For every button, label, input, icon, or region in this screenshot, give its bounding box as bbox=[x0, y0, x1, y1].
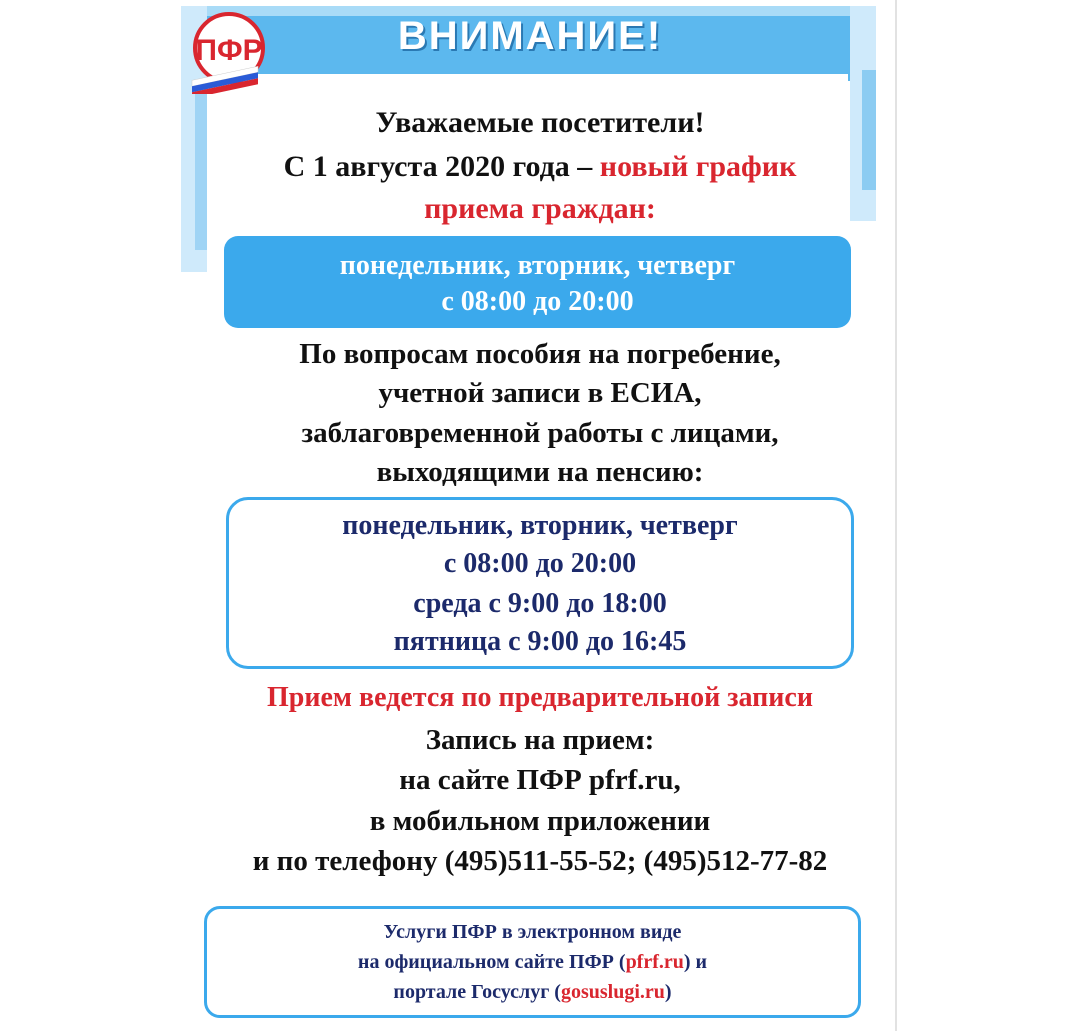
main-schedule-box bbox=[224, 236, 851, 328]
online-services-line: Услуги ПФР в электронном виде bbox=[383, 921, 682, 943]
logo-text: ПФР bbox=[195, 34, 263, 67]
questions-line: заблаговременной работы с лицами, bbox=[301, 417, 779, 449]
page-title: ВНИМАНИЕ! bbox=[397, 14, 663, 58]
online-prefix: на официальном сайте ПФР ( bbox=[357, 951, 626, 973]
gosuslugi-prefix: портале Госуслуг ( bbox=[393, 981, 561, 1003]
special-schedule-box bbox=[226, 497, 854, 669]
online-suffix: ) и bbox=[683, 951, 708, 973]
appointment-line: в мобильном приложении bbox=[369, 805, 711, 837]
appointment-line: Запись на прием: bbox=[425, 724, 655, 756]
questions-line: По вопросам пособия на погребение, bbox=[299, 338, 781, 370]
appointment-notice: Прием ведется по предварительной записи bbox=[267, 682, 813, 713]
appointment-line: на сайте ПФР pfrf.ru, bbox=[399, 764, 681, 796]
special-schedule-line: с 08:00 до 20:00 bbox=[443, 548, 637, 579]
main-schedule-hours: с 08:00 до 20:00 bbox=[441, 286, 634, 317]
questions-line: выходящими на пенсию: bbox=[376, 456, 704, 488]
pfr-logo bbox=[184, 12, 274, 94]
online-services-box bbox=[204, 906, 861, 1018]
online-services-line bbox=[207, 951, 858, 974]
pfrf-link[interactable]: pfrf.ru bbox=[625, 951, 684, 973]
online-services-line bbox=[207, 981, 858, 1004]
main-schedule-days: понедельник, вторник, четверг bbox=[339, 250, 736, 281]
schedule-title: приема граждан: bbox=[424, 192, 656, 225]
new-schedule-text: новый график bbox=[599, 150, 797, 183]
gosuslugi-link[interactable]: gosuslugi.ru bbox=[560, 981, 665, 1003]
special-schedule-line: пятница с 9:00 до 16:45 bbox=[393, 626, 687, 657]
special-schedule-line: среда с 9:00 до 18:00 bbox=[413, 588, 667, 619]
greeting: Уважаемые посетители! bbox=[375, 106, 705, 139]
appointment-line: и по телефону (495)511-55-52; (495)512-77-82 bbox=[252, 845, 828, 877]
gosuslugi-suffix: ) bbox=[664, 981, 672, 1003]
questions-line: учетной записи в ЕСИА, bbox=[378, 377, 702, 409]
date-line bbox=[180, 150, 900, 184]
special-schedule-line: понедельник, вторник, четверг bbox=[342, 510, 738, 541]
date-prefix: С 1 августа 2020 года – bbox=[283, 150, 600, 183]
